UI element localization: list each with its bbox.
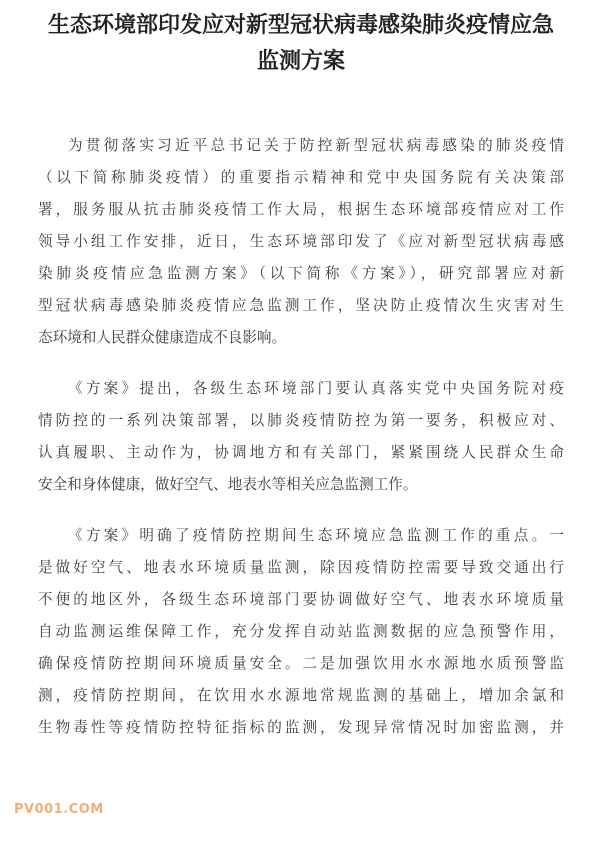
paragraph-line: 测，疫情防控期间，在饮用水水源地常规监测的基础上，增加余氯和 [38, 687, 564, 704]
paragraph-line: 自动监测运维保障工作，充分发挥自动站监测数据的应急预警作用， [38, 623, 564, 640]
paragraph-line: 情防控的一系列决策部署，以肺炎疫情防控为第一要务，积极应对、 [38, 412, 564, 429]
paragraph-line: 认真履职、主动作为，协调地方和有关部门，紧紧围绕人民群众生命 [38, 444, 564, 461]
article-title [0, 8, 602, 80]
paragraph-line: 确保疫情防控期间环境质量安全。二是加强饮用水水源地水质预警监 [38, 655, 564, 672]
paragraph-line: 生物毒性等疫情防控特征指标的监测，发现异常情况时加密监测，并 [38, 719, 564, 736]
paragraph-line: 染肺炎疫情应急监测方案》（以下简称《方案》），研究部署应对新 [38, 265, 564, 282]
site-watermark: PV001.COM [14, 802, 104, 817]
paragraph-line: 《方案》明确了疫情防控期间生态环境应急监测工作的重点。一 [68, 527, 564, 544]
paragraph-line: 署，服务服从抗击肺炎疫情工作大局，根据生态环境部疫情应对工作 [38, 201, 564, 218]
paragraph-2 [0, 373, 602, 501]
paragraph-3 [0, 520, 602, 744]
paragraph-line: 为贯彻落实习近平总书记关于防控新型冠状病毒感染的肺炎疫情 [68, 137, 564, 154]
paragraph-line: 型冠状病毒感染肺炎疫情应急监测工作，坚决防止疫情次生灾害对生 [38, 297, 564, 314]
title-line-2: 监测方案 [256, 49, 345, 74]
paragraph-line: 安全和身体健康，做好空气、地表水等相关应急监测工作。 [38, 476, 418, 493]
paragraph-line: 领导小组工作安排，近日，生态环境部印发了《应对新型冠状病毒感 [38, 233, 564, 250]
paragraph-line: 态环境和人民群众健康造成不良影响。 [38, 329, 287, 346]
paragraph-line: 不便的地区外，各级生态环境部门要协调做好空气、地表水环境质量 [38, 591, 564, 608]
article-body [0, 130, 602, 763]
paragraph-line: 《方案》提出，各级生态环境部门要认真落实党中央国务院对疫 [68, 380, 564, 397]
paragraph-line: （以下简称肺炎疫情）的重要指示精神和党中央国务院有关决策部 [38, 169, 564, 186]
paragraph-1 [0, 130, 602, 354]
paragraph-line: 是做好空气、地表水环境质量监测，除因疫情防控需要导致交通出行 [38, 559, 564, 576]
title-line-1: 生态环境部印发应对新型冠状病毒感染肺炎疫情应急 [47, 13, 554, 38]
